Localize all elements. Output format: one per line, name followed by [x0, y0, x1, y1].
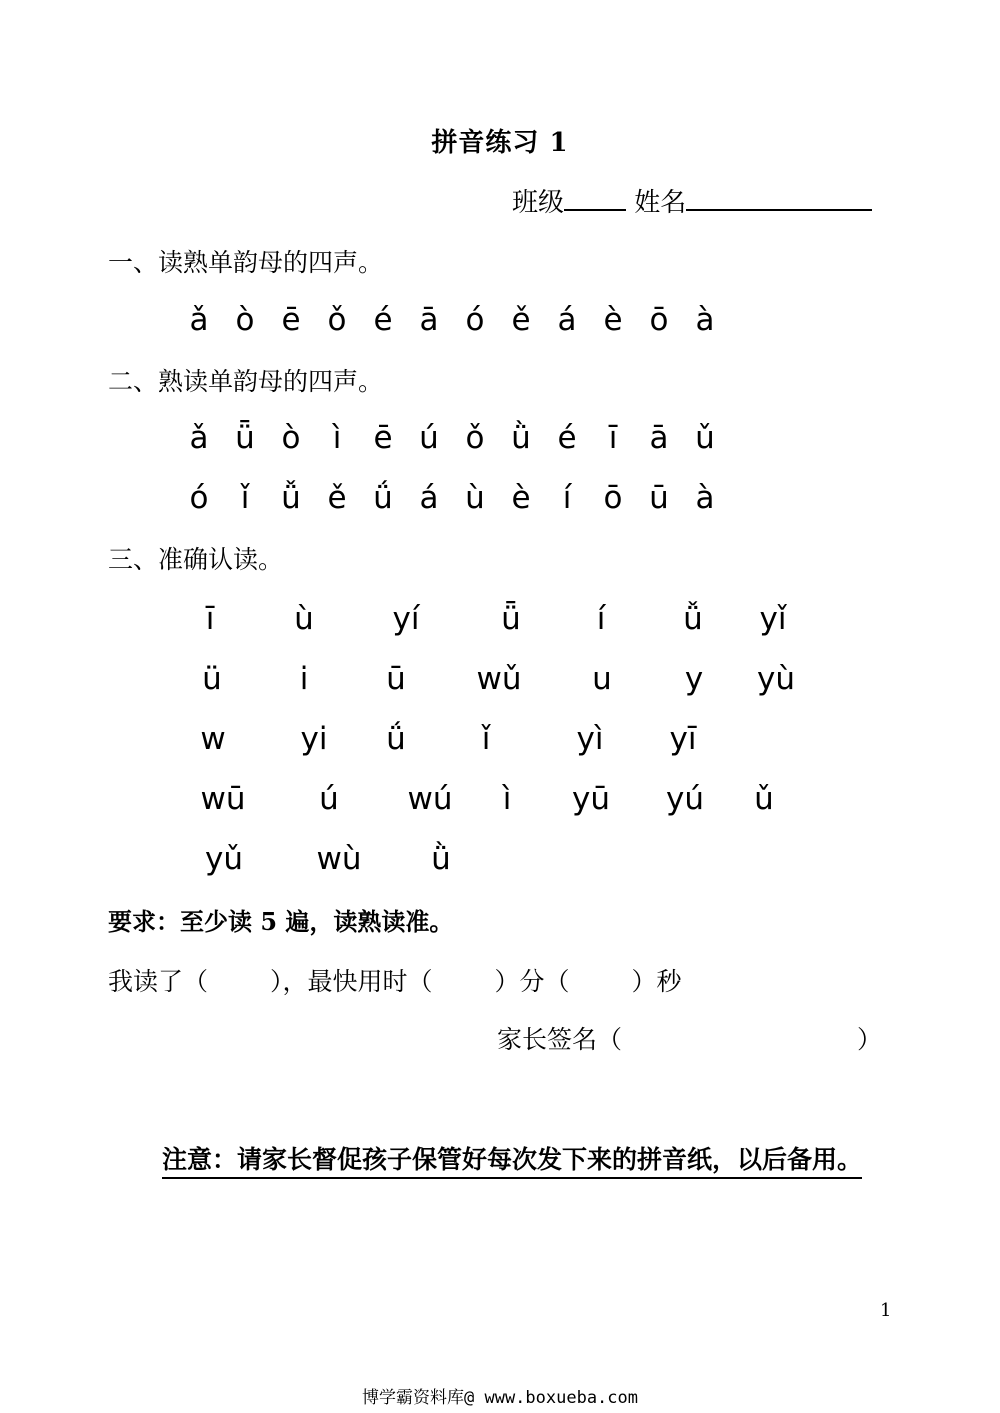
- pinyin-item: ǜ: [511, 420, 531, 456]
- pinyin-item: à: [695, 480, 715, 516]
- pinyin-item: yī: [669, 721, 697, 757]
- pinyin-item: u: [592, 661, 612, 697]
- parent-signature-line: [497, 1020, 882, 1056]
- pinyin-item: wǔ: [476, 661, 522, 697]
- pinyin-item: ū: [386, 661, 406, 697]
- pinyin-item: ǔ: [695, 420, 715, 456]
- section3-row-3: [0, 721, 1000, 761]
- pinyin-item: á: [557, 302, 577, 338]
- pinyin-item: ó: [189, 480, 209, 516]
- section3-heading: 三、准确认读。: [108, 545, 284, 574]
- pinyin-item: ǘ: [386, 721, 406, 757]
- pinyin-item: í: [596, 601, 606, 637]
- pinyin-item: yú: [666, 781, 704, 817]
- pinyin-item: ē: [281, 302, 301, 338]
- pinyin-item: yǔ: [205, 841, 243, 877]
- minutes-label: ）分（: [494, 967, 570, 996]
- times-read-label: 我读了（: [108, 967, 209, 996]
- parent-signature-close: ）: [857, 1025, 883, 1054]
- section3-row-5: [0, 841, 1000, 881]
- pinyin-item: ǒ: [465, 420, 485, 456]
- pinyin-item: yi: [300, 721, 328, 757]
- student-info-line: [512, 182, 872, 219]
- section2-row-1: [176, 420, 728, 456]
- pinyin-item: ǚ: [683, 601, 703, 637]
- pinyin-item: yì: [576, 721, 604, 757]
- pinyin-item: è: [511, 480, 531, 516]
- pinyin-item: ǎ: [189, 420, 209, 456]
- pinyin-item: ǖ: [501, 601, 521, 637]
- pinyin-item: yí: [392, 601, 420, 637]
- pinyin-item: y: [684, 661, 704, 697]
- pinyin-item: ù: [465, 480, 485, 516]
- pinyin-item: ǐ: [481, 721, 491, 757]
- footer-watermark: 博学霸资料库@ www.boxueba.com: [362, 1388, 638, 1408]
- pinyin-item: ǜ: [431, 841, 451, 877]
- pinyin-item: w: [200, 721, 226, 757]
- pinyin-item: yù: [757, 661, 795, 697]
- pinyin-item: yū: [572, 781, 610, 817]
- pinyin-item: ā: [419, 302, 439, 338]
- pinyin-item: ē: [373, 420, 393, 456]
- pinyin-item: ě: [327, 480, 347, 516]
- pinyin-item: ó: [465, 302, 485, 338]
- pinyin-item: i: [299, 661, 309, 697]
- pinyin-item: ǐ: [240, 480, 250, 516]
- pinyin-item: wú: [407, 781, 453, 817]
- parent-note: 注意：请家长督促孩子保管好每次发下来的拼音纸，以后备用。: [162, 1140, 862, 1179]
- pinyin-item: ú: [319, 781, 339, 817]
- section3-row-4: [0, 781, 1000, 821]
- page-title: 拼音练习 1: [431, 128, 569, 158]
- pinyin-item: é: [557, 420, 577, 456]
- pinyin-item: ǎ: [189, 302, 209, 338]
- seconds-label: ）秒: [631, 967, 682, 996]
- page-number: 1: [880, 1300, 892, 1321]
- pinyin-item: ì: [502, 781, 512, 817]
- pinyin-item: ò: [281, 420, 301, 456]
- section3-row-2: [0, 661, 1000, 701]
- name-blank: [686, 187, 872, 211]
- pinyin-item: à: [695, 302, 715, 338]
- pinyin-item: ì: [332, 420, 342, 456]
- name-label: 姓名: [634, 188, 687, 218]
- parent-signature-label: 家长签名（: [497, 1025, 623, 1054]
- class-label: 班级: [512, 188, 565, 218]
- pinyin-item: ī: [205, 601, 215, 637]
- pinyin-item: ǚ: [281, 480, 301, 516]
- pinyin-item: ü: [202, 661, 222, 697]
- section1-heading: 一、读熟单韵母的四声。: [108, 248, 384, 277]
- pinyin-item: ō: [649, 302, 669, 338]
- pinyin-item: ú: [419, 420, 439, 456]
- pinyin-item: wù: [316, 841, 362, 877]
- pinyin-item: í: [562, 480, 572, 516]
- section2-row-2: [176, 480, 728, 516]
- section1-row: [176, 302, 728, 338]
- pinyin-item: è: [603, 302, 623, 338]
- pinyin-item: ǔ: [754, 781, 774, 817]
- pinyin-item: ǖ: [235, 420, 255, 456]
- pinyin-item: ě: [511, 302, 531, 338]
- pinyin-item: wū: [200, 781, 246, 817]
- pinyin-item: ā: [649, 420, 669, 456]
- section3-row-1: [0, 601, 1000, 641]
- fastest-time-label: ），最快用时（: [270, 967, 433, 996]
- pinyin-item: ī: [608, 420, 618, 456]
- pinyin-item: ǒ: [327, 302, 347, 338]
- pinyin-item: ò: [235, 302, 255, 338]
- pinyin-item: ǘ: [373, 480, 393, 516]
- pinyin-item: é: [373, 302, 393, 338]
- class-blank: [564, 187, 626, 211]
- pinyin-item: ù: [294, 601, 314, 637]
- pinyin-item: ū: [649, 480, 669, 516]
- pinyin-item: yǐ: [759, 601, 787, 637]
- pinyin-item: á: [419, 480, 439, 516]
- requirement-text: 要求：至少读 5 遍，读熟读准。: [108, 907, 454, 936]
- pinyin-item: ō: [603, 480, 623, 516]
- reading-record-line: [108, 962, 682, 998]
- section2-heading: 二、熟读单韵母的四声。: [108, 367, 384, 396]
